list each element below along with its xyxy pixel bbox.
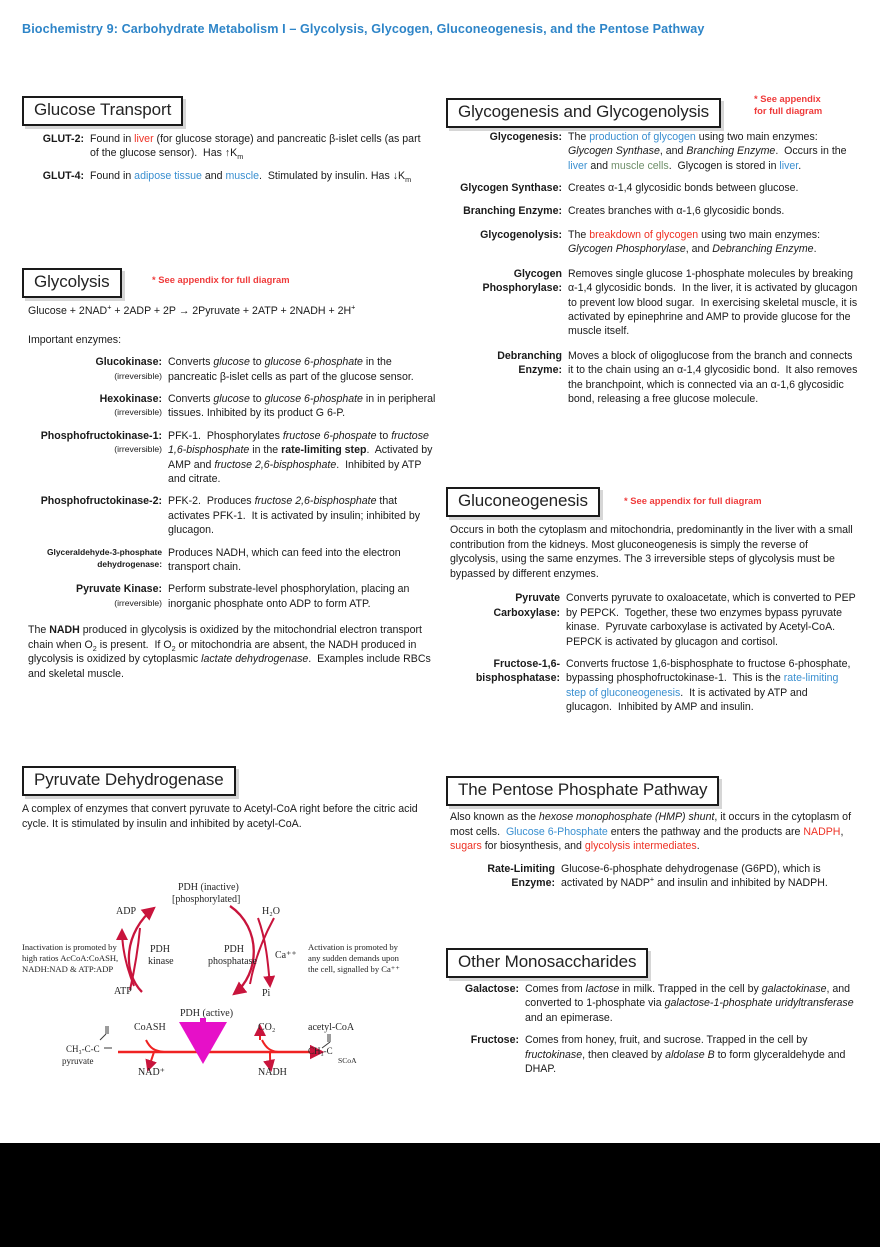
glycolysis-equation: Glucose + 2NAD+ + 2ADP + 2P → 2Pyruvate + 2ATP + 2NADH + 2H+ <box>28 302 356 317</box>
glycolysis-appendix-note: * See appendix for full diagram <box>152 274 290 285</box>
label-acetyl-formula: CH₃-C <box>308 1046 333 1056</box>
label-inactivation-line1: Inactivation is promoted by <box>22 942 117 952</box>
term-label: Pyruvate Kinase: (irreversible) <box>76 583 162 608</box>
definition-row <box>22 169 432 183</box>
label-activation-line1: Activation is promoted by <box>308 942 398 952</box>
term-label: Phosphofructokinase-1: (irreversible) <box>40 429 162 455</box>
term-label: Glucokinase: (irreversible) <box>95 356 162 381</box>
term-label: Branching Enzyme: <box>463 204 562 217</box>
glycogenesis-body <box>446 130 858 415</box>
label-pdh-phosphatase-line2: phosphatase <box>208 956 257 967</box>
label-pdh-kinase-line1: PDH <box>150 944 171 955</box>
term-label: GLUT-2: <box>42 133 84 145</box>
pyruvate-dehydrogenase-body <box>22 802 434 839</box>
glycolysis-intro: Important enzymes: <box>28 333 122 346</box>
note-line-1: * See appendix <box>754 93 821 104</box>
section-heading-pyruvate-dehydrogenase: Pyruvate Dehydrogenase <box>22 766 236 796</box>
label-activation-line3: the cell, signalled by Ca⁺⁺ <box>308 964 400 974</box>
glycolysis-body <box>28 304 440 690</box>
definition-row <box>446 1033 858 1076</box>
term-label: Glycogenesis: <box>489 131 562 143</box>
term-label: Galactose: <box>464 983 519 995</box>
term-label: Phosphofructokinase-2: <box>40 495 162 508</box>
term-label: Pyruvate Carboxylase: <box>493 592 560 619</box>
pyruvate-dehydrogenase-text: A complex of enzymes that convert pyruvate to Acetyl-CoA right before the citric acid cycle. It is stimulated by insulin and inhibited by acetyl-CoA. <box>22 803 418 830</box>
term-definition: Produces NADH, which can feed into the electron transport chain. <box>168 546 401 574</box>
term-definition: Converts glucose to glucose 6-phosphate in the pancreatic β-islet cells as part of the glucose sensor. <box>168 356 414 383</box>
term-label: Fructose-1,6- bisphosphatase: <box>475 658 560 685</box>
label-pyruvate: pyruvate <box>62 1056 94 1066</box>
term-definition: Glucose-6-phosphate dehydrogenase (G6PD), which is activated by NADP+ and insulin and inhibited by NADPH. <box>561 862 828 890</box>
definition-row <box>446 982 858 1025</box>
section-heading-other-monosaccharides: Other Monosaccharides <box>446 948 648 978</box>
term-definition: Converts pyruvate to oxaloacetate, which is converted to PEP by PEPCK. Together, these two enzymes bypass pyruvate kinase. Pyruvate carboxylase is activated by Acetyl-CoA. PEPCK is activated by glucagon and cortisol. <box>566 592 856 648</box>
label-co2: CO₂ <box>258 1022 276 1033</box>
label-inactivation-line2: high ratios AcCoA:CoASH, <box>22 953 119 963</box>
definition-row <box>446 204 858 218</box>
term-definition: Converts fructose 1,6-bisphosphate to fructose 6-phosphate, bypassing phosphofructokinase-1. This is the rate-limiting step of gluconeogenesis. It is activated by ATP and glucagon. Inhibited by AMP and insulin. <box>566 658 851 714</box>
label-calcium: Ca⁺⁺ <box>275 950 297 961</box>
label-scoa: SCoA <box>338 1056 357 1065</box>
pentose-phosphate-body <box>450 810 858 899</box>
section-heading-glucose-transport: Glucose Transport <box>22 96 183 126</box>
gluconeogenesis-appendix-note: * See appendix for full diagram <box>624 495 762 506</box>
definition-row <box>28 582 440 611</box>
label-pdh-kinase-line2: kinase <box>148 956 174 967</box>
term-definition: Comes from honey, fruit, and sucrose. Trapped in the cell by fructokinase, then cleaved by aldolase B to form glyceraldehyde and DHAP. <box>525 1034 846 1076</box>
gluconeogenesis-body <box>450 523 858 723</box>
definition-row <box>450 862 858 891</box>
pdh-regulation-cycle-diagram <box>22 862 412 1090</box>
label-activation-line2: any sudden demands upon <box>308 953 399 963</box>
section-heading-pentose-phosphate-pathway: The Pentose Phosphate Pathway <box>446 776 719 806</box>
definition-row <box>28 546 440 575</box>
label-pdh-phosphatase-line1: PDH <box>224 944 245 955</box>
label-h2o: H₂O <box>262 906 280 917</box>
definition-row <box>22 132 432 161</box>
term-definition: Converts glucose to glucose 6-phosphate in in peripheral tissues. Inhibited by its product G 6-P. <box>168 393 436 420</box>
term-label: Glycogen Phosphorylase: <box>482 267 562 295</box>
definition-row <box>446 181 858 195</box>
term-definition: PFK-1. Phosphorylates fructose 6-phospate to fructose 1,6-bisphosphate in the rate-limiting step. Activated by AMP and fructose 2,6-bisphosphate. Inhibited by ATP and citrate. <box>168 429 433 486</box>
term-definition: Found in adipose tissue and muscle. Stimulated by insulin. Has $↓K_m$ <box>90 169 412 184</box>
label-adp: ADP <box>116 906 137 917</box>
term-definition: Found in liver (for glucose storage) and pancreatic β-islet cells (as part of the glucose sensor). Has $↑K_m$ <box>90 133 421 162</box>
definition-row <box>28 355 440 384</box>
label-nadh: NADH <box>258 1067 287 1078</box>
glucose-transport-body <box>22 132 432 191</box>
term-label: Glycogenolysis: <box>480 229 562 242</box>
term-definition: Creates α-1,4 glycosidic bonds between glucose. <box>568 182 799 195</box>
term-label: Fructose: <box>470 1034 519 1047</box>
label-coash: CoASH <box>134 1022 166 1033</box>
label-pdh-active: PDH (active) <box>180 1008 234 1019</box>
label-atp: ATP <box>114 986 132 997</box>
definition-row <box>450 591 858 649</box>
note-line-2: for full diagram <box>754 105 823 116</box>
label-inactivation-line3: NADH:NAD & ATP:ADP <box>22 964 114 974</box>
label-acetyl-coa: acetyl-CoA <box>308 1022 355 1033</box>
label-pdh-phosphorylated: [phosphorylated] <box>172 894 241 905</box>
definition-row <box>446 130 858 173</box>
definition-row <box>28 494 440 537</box>
other-monosaccharides-body <box>446 982 858 1084</box>
definition-row <box>446 228 858 257</box>
pentose-phosphate-intro: Also known as the hexose monophosphate (HMP) shunt, it occurs in the cytoplasm of most cells. Glucose 6-Phosphate enters the pathway and the products are NADPH, sugars for biosynthesis, and glycolysis intermediates. <box>450 811 852 853</box>
term-definition: Perform substrate-level phosphorylation, placing an inorganic phosphate onto ADP to form ATP. <box>168 583 410 610</box>
term-label: Hexokinase: (irreversible) <box>99 393 162 418</box>
term-definition: The breakdown of glycogen using two main enzymes: Glycogen Phosphorylase, and Debranching Enzyme. <box>568 229 821 256</box>
term-label: Rate-Limiting Enzyme: <box>487 862 555 890</box>
definition-row <box>446 267 858 339</box>
term-label: Glyceraldehyde-3-phosphate dehydrogenase: <box>47 546 162 569</box>
definition-row <box>28 392 440 421</box>
bottom-black-bar <box>0 1143 880 1247</box>
label-pdh-inactive: PDH (inactive) <box>178 882 239 893</box>
term-label: Debranching Enzyme: <box>497 349 562 377</box>
term-definition: Comes from lactose in milk. Trapped in the cell by galactokinase, and converted to 1-phosphate via galactose-1-phosphate uridyltransferase and an epimerase. <box>525 983 854 1024</box>
page-title: Biochemistry 9: Carbohydrate Metabolism I – Glycolysis, Glycogen, Gluconeogenesis, and the Pentose Pathway <box>22 22 705 36</box>
term-label: GLUT-4: <box>42 169 84 182</box>
term-definition: Moves a block of oligoglucose from the branch and connects it to the chain using an α-1,4 glycosidic bond. It also removes the branchpoint, which is connected via an α-1,6 glycosidic bond, releasing a free glucose molecule. <box>568 349 858 406</box>
glycolysis-closing: The NADH produced in glycolysis is oxidized by the mitochondrial electron transport chain when $O_2$ is present. If $O_2$ or mitochondria are absent, the NADH produced in glycolysis is oxidized by cytoplasmic lactate dehydrogenase. Examples include RBCs and skeletal muscle. <box>28 624 431 681</box>
glycogenesis-appendix-note <box>754 93 864 117</box>
section-heading-gluconeogenesis: Gluconeogenesis <box>446 487 600 517</box>
definition-row <box>446 349 858 407</box>
section-heading-glycolysis: Glycolysis <box>22 268 122 298</box>
term-definition: PFK-2. Produces fructose 2,6-bisphosphate that activates PFK-1. It is activated by insulin; inhibited by glucagon. <box>168 495 421 537</box>
section-heading-glycogenesis: Glycogenesis and Glycogenolysis <box>446 98 721 128</box>
term-definition: Creates branches with α-1,6 glycosidic bonds. <box>568 204 785 217</box>
label-pyruvate-formula: CH₃-C-C <box>66 1044 100 1054</box>
definition-row <box>450 657 858 715</box>
label-nad-plus: NAD⁺ <box>138 1067 165 1078</box>
label-pi: Pi <box>262 988 271 999</box>
term-label: Glycogen Synthase: <box>460 182 562 195</box>
gluconeogenesis-intro: Occurs in both the cytoplasm and mitochondria, predominantly in the liver with a small contribution from the kidneys. Most gluconeogenesis is simply the reverse of glycolysis, using the same enzymes. The 3 irreversible steps of glycolysis must be bypassed by different enzymes. <box>450 524 853 580</box>
definition-row <box>28 429 440 487</box>
term-definition: The production of glycogen using two main enzymes: Glycogen Synthase, and Branching Enzyme. Occurs in the liver and muscle cells. Glycogen is stored in liver. <box>568 131 847 172</box>
term-definition: Removes single glucose 1-phosphate molecules by breaking α-1,4 glycosidic bonds. In the liver, it is activated by glucagon to prevent low blood sugar. In exercising skeletal muscle, it is activated by epinephrine and AMP to provide glucose for the muscle itself. <box>568 267 858 338</box>
